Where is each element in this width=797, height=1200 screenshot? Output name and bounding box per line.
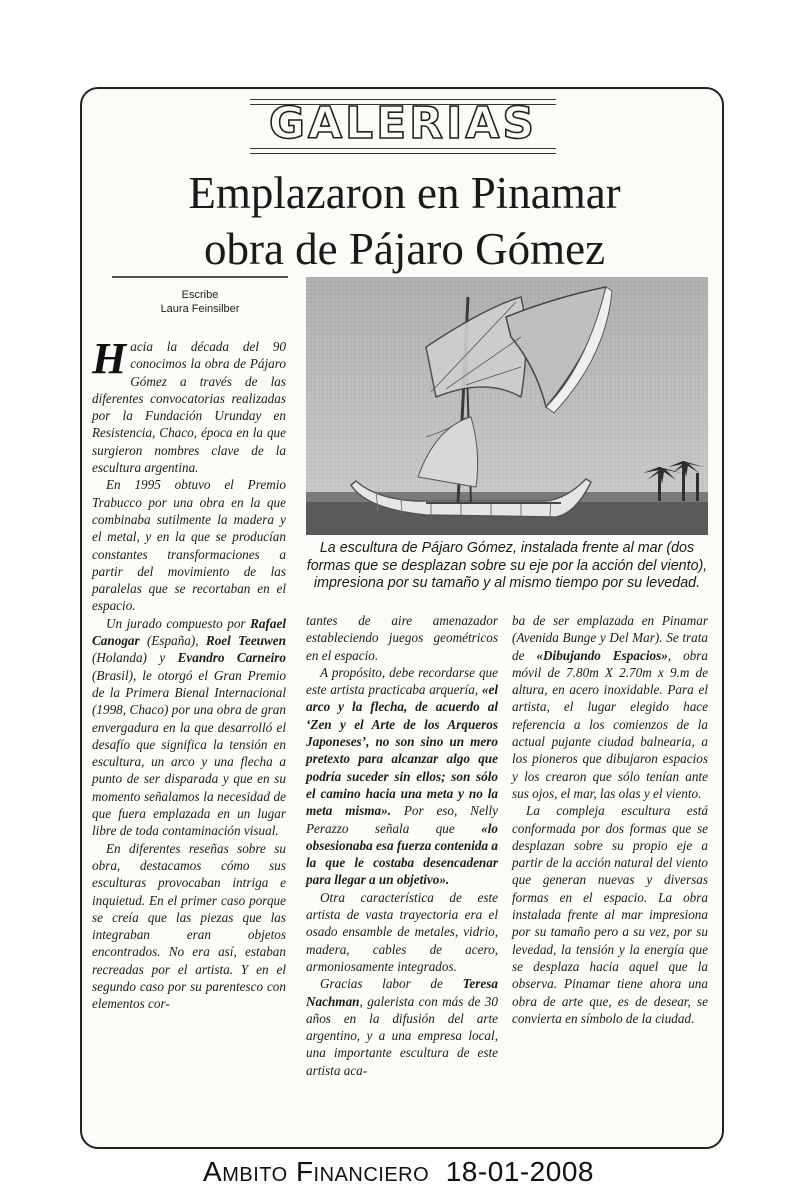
quote-highlight: «el arco y la flecha, de acuerdo al ‘Zen y el Arte de los Arqueros Japoneses’, no son sino un mero pretexto para alcanzar algo que podría suceder sin ellos; son sólo el camino hacia una meta y no la meta misma». [306, 682, 498, 819]
paragraph: La compleja escultura está conformada por dos formas que se desplazan sobre su propio eje a partir de la acción natural del viento que generan nuevas y diversas formas en el espacio. La obra instalada frente al mar impresiona por su tamaño pero a su vez, por su levedad, la tensión y la energía que se desplaza hacia aquel que la observa. Pinamar tiene ahora una obra de arte que, es de desear, se convierta en símbolo de la ciudad. [512, 803, 708, 1026]
paragraph-text: Por eso, Nelly Perazzo señala que [306, 803, 498, 836]
paragraph-text: ba de ser emplazada en Pinamar (Avenida Bunge y Del Mar). Se trata de [512, 613, 708, 663]
publication-date: 18-01-2008 [445, 1156, 594, 1187]
source-footer [0, 1152, 797, 1192]
byline-label: Escribe [181, 289, 219, 301]
paragraph [306, 664, 498, 889]
paragraph-text: , galerista con más de 30 años en la difusión del arte argentino, y a una empresa local, una importante escultura de este artista aca- [306, 993, 498, 1078]
paragraph [92, 334, 286, 476]
paragraph: En diferentes reseñas sobre su obra, destacamos cómo sus esculturas provocaban intriga e inquietud. En el primer caso porque se creía que las piezas que las integraban eran objetos encontrados. No era así, estaban recreadas por el artista. Y en el segundo caso por su parentesco con elementos cor- [92, 840, 286, 1012]
publication-name: Ambito Financiero [203, 1156, 430, 1187]
paragraph: Otra característica de este artista de vasta trayectoria era el osado ensamble de metales, vidrio, madera, cables de acero, armoniosamente integrados. [306, 889, 498, 974]
name-highlight: Roel Teeuwen [205, 633, 286, 649]
paragraph-text: Gracias labor de [320, 976, 463, 992]
paragraph-text: (España), [139, 633, 206, 649]
paragraph: En 1995 obtuvo el Premio Trabucco por una obra en la que combinaba sutilmente la madera y el metal, y en la que se producían constantes transformaciones a partir del movimiento de las paralelas que se recortaban en el espacio. [92, 477, 286, 614]
article-column-2 [306, 612, 498, 1079]
headline-line-1: Emplazaron en Pinamar [188, 168, 621, 218]
drop-cap: H [92, 334, 127, 383]
article-column-3 [512, 612, 708, 1027]
title-highlight: «Dibujando Espacios» [536, 647, 668, 663]
name-highlight: Teresa Nachman [306, 976, 498, 1009]
paragraph: tantes de aire amenazador estableciendo juegos geométricos en el espacio. [306, 613, 498, 663]
paragraph-text: (Brasil), le otorgó el Gran Premio de la Primera Bienal Internacional (1998, Chaco) por una obra de gran envergadura en la que desarrolló el desafío que significa la tensión en escultura, un arco y una flecha a punto de ser disparada y que en su momento señalamos la necesidad de que fuera emplazada en un lugar libre de toda contaminación visual. [92, 667, 286, 839]
headline-line-2: obra de Pájaro Gómez [203, 224, 606, 274]
paragraph-text: acia la década del 90 conocimos la obra de Pájaro Gómez a través de las diferentes convocatorias realizadas por la Fundación Urunday en Resistencia, Chaco, época en la que surgieron nombres clave de la escultura argentina. [92, 339, 286, 476]
byline-rule [112, 276, 288, 278]
section-rule-bottom [250, 148, 556, 154]
paragraph-text: Un jurado compuesto por [106, 615, 251, 631]
paragraph [306, 975, 498, 1079]
section-title: GALERIAS [268, 98, 538, 149]
byline-author: Laura Feinsilber [160, 303, 240, 315]
paragraph [92, 615, 286, 840]
sculpture-photo [306, 277, 708, 535]
paragraph [512, 612, 708, 802]
name-highlight: Rafael Canogar [92, 615, 286, 649]
paragraph-text: A propósito, debe recordarse que este artista practicaba arquería, [306, 664, 498, 698]
paragraph-text: , obra móvil de 7.80m X 2.70m x 9.m de altura, en acero inoxidable. Para el artista, el lugar elegido hace referencia a los comienzos de la actual pujante ciudad balnearia, a los pioneros que dibujaron espacios y los crearon que sólo tenían ante sus ojos, el mar, las olas y el viento. [512, 647, 708, 801]
quote-highlight: «lo obsesionaba esa fuerza contenida a la que le costaba desencadenar para llegar a un objetivo». [306, 820, 498, 888]
article-column-1 [92, 334, 287, 1013]
name-highlight: Evandro Carneiro [177, 650, 287, 666]
photo-caption: La escultura de Pájaro Gómez, instalada frente al mar (dos formas que se desplazan sobre su eje por la acción del viento), impresiona por su tamaño y al mismo tiempo por su levedad. [306, 540, 708, 592]
paragraph-text: (Holanda) y [92, 650, 178, 666]
